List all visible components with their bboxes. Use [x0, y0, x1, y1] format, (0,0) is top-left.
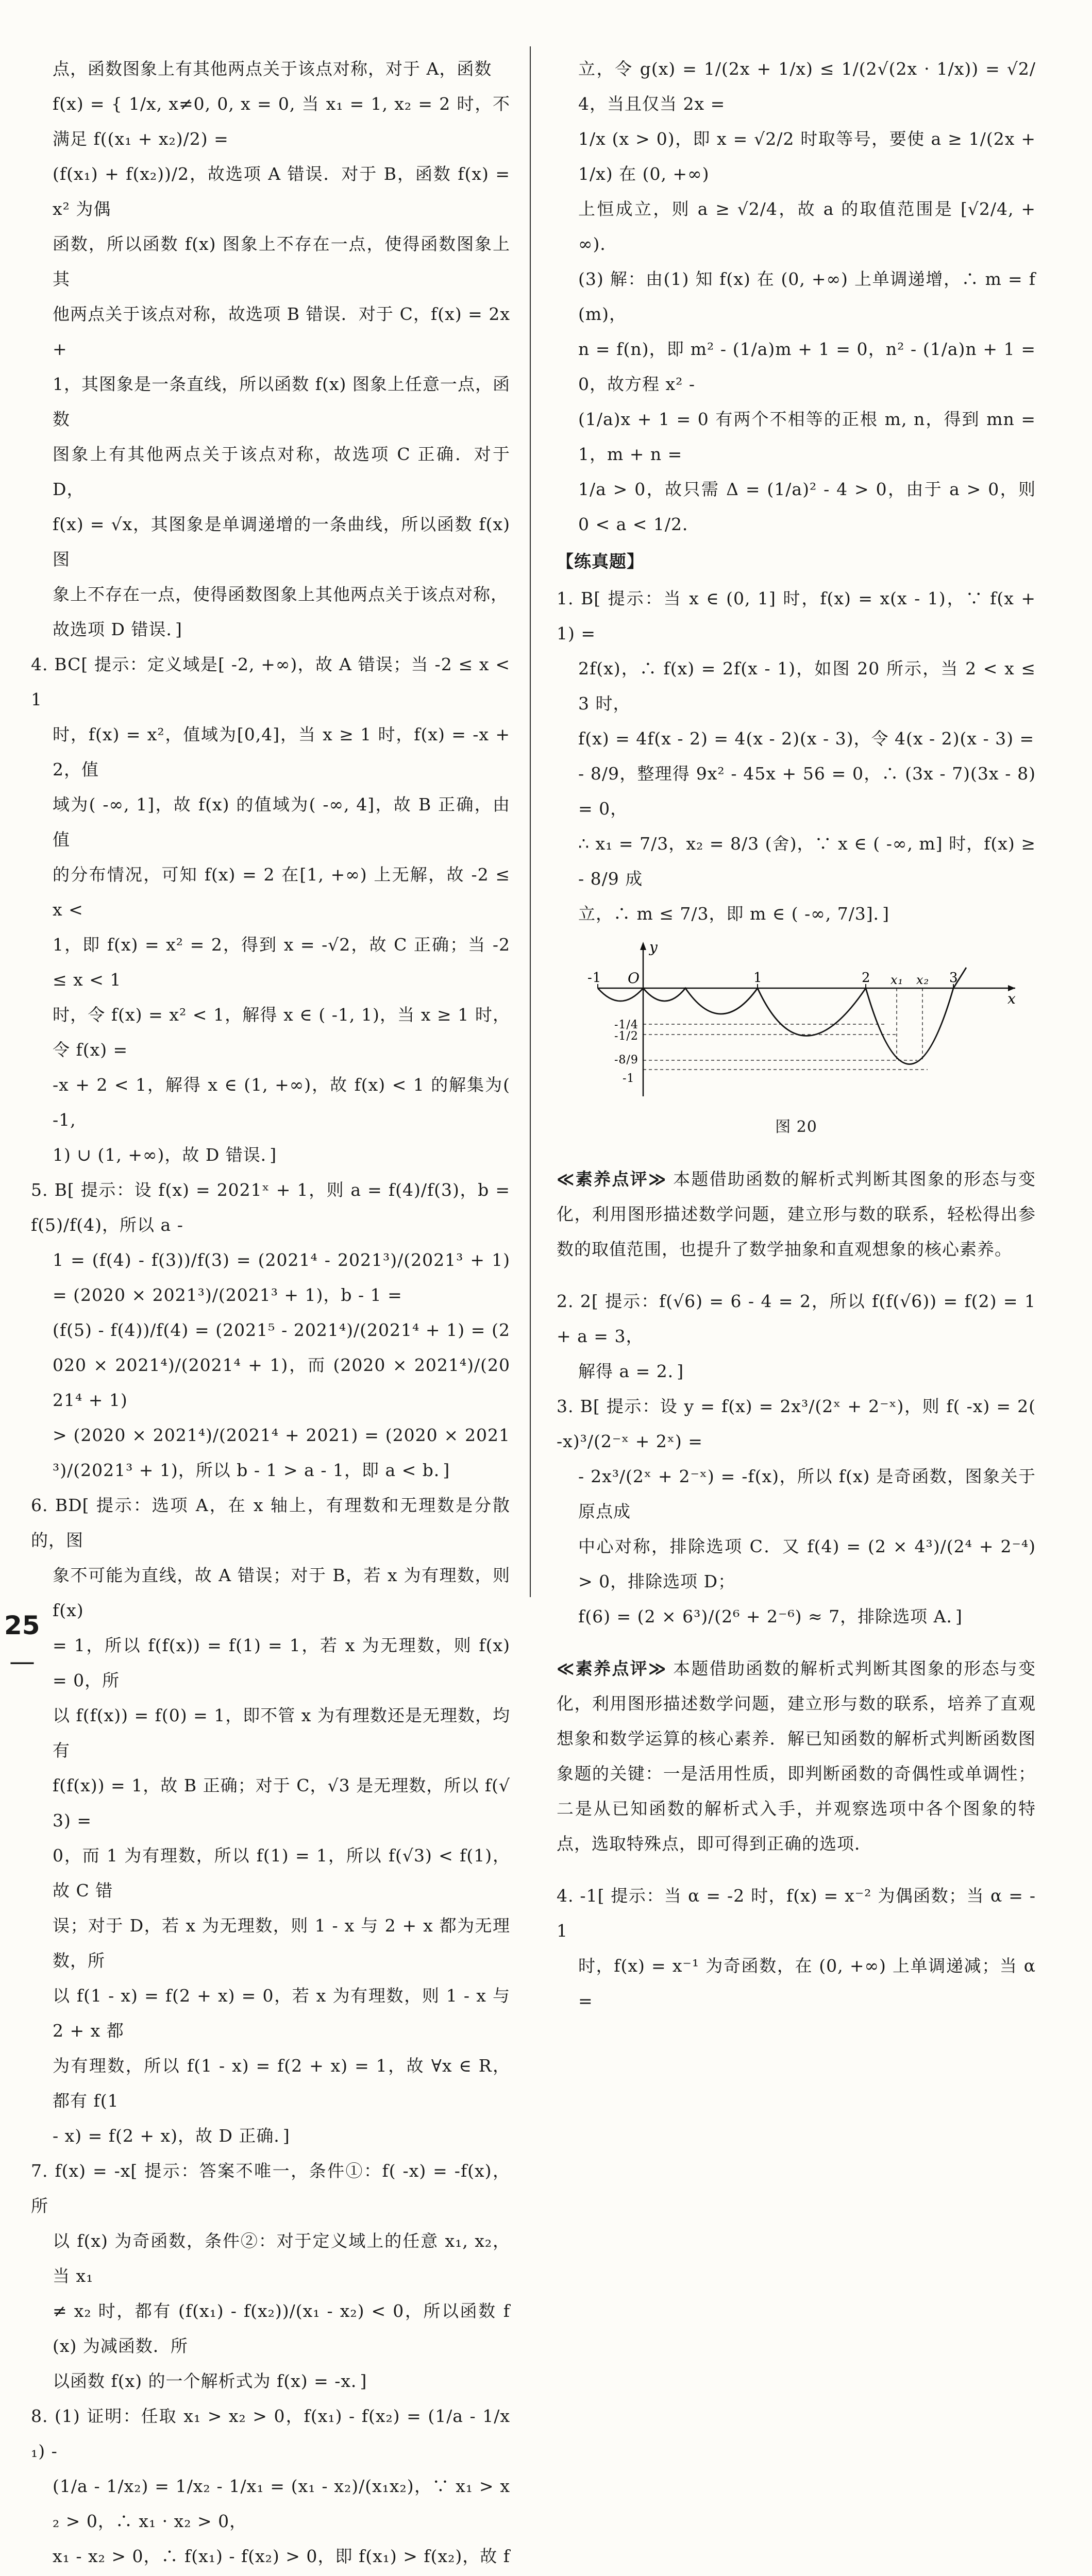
text-line: 4. -1[ 提示：当 α = -2 时，f(x) = x⁻² 为偶函数；当 α = -1: [557, 1886, 1036, 1941]
left-column: [31, 52, 510, 2576]
text-line: 7. f(x) = -x[ 提示：答案不唯一，条件①：f( -x) = -f(x)，所: [31, 2161, 510, 2216]
x-tick-label: -1: [587, 970, 602, 986]
text-line: 时，f(x) = x²，值域为[0,4]，当 x ≥ 1 时，f(x) = -x + 2，值: [53, 724, 510, 779]
answer-item-4: [31, 647, 510, 1173]
text-line: 4. BC[ 提示：定义域是[ -2, +∞)，故 A 错误；当 -2 ≤ x < 1: [31, 654, 510, 709]
text-line: 3. B[ 提示：设 y = f(x) = 2x³/(2ˣ + 2⁻ˣ)，则 f( -x) = 2( -x)³/(2⁻ˣ + 2ˣ) =: [557, 1396, 1036, 1451]
text-line: 2f(x)，∴ f(x) = 2f(x - 1)，如图 20 所示，当 2 < x ≤ 3 时，: [578, 658, 1036, 714]
text-line: - 8/9，整理得 9x² - 45x + 56 = 0，∴ (3x - 7)(3x - 8) = 0，: [578, 764, 1036, 819]
text-line: 的分布情况，可知 f(x) = 2 在[1, +∞) 上无解，故 -2 ≤ x <: [53, 865, 510, 920]
text-line: 1/a > 0，故只需 Δ = (1/a)² - 4 > 0，由于 a > 0，则 0 < a < 1/2．: [578, 479, 1036, 534]
text-line: - x) = f(2 + x)，故 D 正确．]: [53, 2126, 290, 2146]
text-line: 5. B[ 提示：设 f(x) = 2021ˣ + 1，则 a = f(4)/f(3)，b = f(5)/f(4)，所以 a -: [31, 1180, 510, 1235]
figure-20: [587, 937, 1020, 1107]
text-line: 时，f(x) = x⁻¹ 为奇函数，在 (0, +∞) 上单调递减；当 α =: [578, 1956, 1036, 2011]
answer-item-7: [31, 2154, 510, 2399]
review-text: 本题借助函数的解析式判断其图象的形态与变化，利用图形描述数学问题，建立形与数的联系，轻松得出参数的取值范围，也提升了数学抽象和直观想象的核心素养。: [557, 1169, 1036, 1259]
text-line: 解得 a = 2．]: [578, 1361, 684, 1381]
text-line: x₁ - x₂ > 0，∴ f(x₁) - f(x₂) > 0，即 f(x₁) > f(x₂)，故 f: [53, 2546, 510, 2566]
x-tick-label: 2: [862, 970, 871, 986]
text-line: 域为( -∞, 1]，故 f(x) 的值域为( -∞, 4]，故 B 正确，由值: [53, 794, 510, 850]
function-graph: [587, 937, 1020, 1107]
y-tick-label: -1/4: [614, 1019, 639, 1031]
right-column: [557, 52, 1036, 2019]
text-line: 函数，所以函数 f(x) 图象上不存在一点，使得函数图象上其: [53, 234, 510, 289]
x-tick-label: x₁: [891, 973, 904, 987]
answer-item-8: [31, 2399, 510, 2576]
text-line: (f(x₁) + f(x₂))/2，故选项 A 错误．对于 B，函数 f(x) = x² 为偶: [53, 164, 510, 219]
text-line: 象不可能为直线，故 A 错误；对于 B，若 x 为有理数，则 f(x): [53, 1565, 510, 1620]
practice-item-2: [557, 1284, 1036, 1389]
text-line: f(x) = √x，其图象是单调递增的一条曲线，所以函数 f(x) 图: [53, 514, 510, 569]
text-line: (3) 解：由(1) 知 f(x) 在 (0, +∞) 上单调递增，∴ m = f(m)，: [578, 269, 1036, 324]
text-line: 为有理数，所以 f(1 - x) = f(2 + x) = 1，故 ∀x ∈ R，都有 f(1: [53, 2056, 510, 2111]
text-line: (1/a - 1/x₂) = 1/x₂ - 1/x₁ = (x₁ - x₂)/(x₁x₂)，∵ x₁ > x₂ > 0，∴ x₁ · x₂ > 0，: [53, 2476, 510, 2531]
x-axis-label: x: [1007, 990, 1016, 1007]
text-line: ≠ x₂ 时，都有 (f(x₁) - f(x₂))/(x₁ - x₂) < 0，所以函数 f(x) 为减函数．所: [53, 2301, 510, 2356]
text-line: 时，令 f(x) = x² < 1，解得 x ∈ ( -1, 1)，当 x ≥ 1 时，令 f(x) =: [53, 1005, 510, 1060]
text-line: 0，而 1 为有理数，所以 f(1) = 1，所以 f(√3) < f(1)，故 C 错: [53, 1845, 510, 1901]
review-label: ≪素养点评≫: [557, 1658, 667, 1679]
x-tick-label: 3: [949, 970, 959, 986]
text-line: (1/a)x + 1 = 0 有两个不相等的正根 m, n，得到 mn = 1，m + n =: [578, 409, 1036, 464]
x-tick-label: x₂: [916, 973, 930, 987]
text-line: 立，令 g(x) = 1/(2x + 1/x) ≤ 1/(2√(2x · 1/x)) = √2/4，当且仅当 2x =: [578, 59, 1036, 114]
text-line: f(x) = { 1/x, x≠0, 0, x = 0, 当 x₁ = 1, x₂ = 2 时，不满足 f((x₁ + x₂)/2) =: [53, 94, 510, 149]
text-line: 以函数 f(x) 的一个解析式为 f(x) = -x．]: [53, 2371, 367, 2391]
page-number-value: 25: [4, 1611, 40, 1640]
text-line: > (2020 × 2021⁴)/(2021⁴ + 2021) = (2020 × 2021³)/(2021³ + 1)，所以 b - 1 > a - 1，即 a < b．]: [53, 1425, 510, 1480]
text-line: 1) ∪ (1, +∞)，故 D 错误．]: [53, 1145, 277, 1165]
answer-item-5: [31, 1173, 510, 1488]
column-divider: [530, 46, 531, 1597]
practice-item-1: [557, 581, 1036, 931]
text-line: 1 = (f(4) - f(3))/f(3) = (2021⁴ - 2021³)/(2021³ + 1) = (2020 × 2021³)/(2021³ + 1)，b - 1 =: [53, 1250, 510, 1305]
answer-item-6: [31, 1488, 510, 2154]
text-line: f(x) = 4f(x - 2) = 4(x - 2)(x - 3)，令 4(x - 2)(x - 3) =: [578, 728, 1035, 749]
text-line: 点，函数图象上有其他两点关于该点对称，对于 A，函数: [53, 59, 492, 79]
y-axis-label: y: [649, 939, 658, 956]
review-text: 本题借助函数的解析式判断其图象的形态与变化，利用图形描述数学问题，建立形与数的联系，培养了直观想象和数学运算的核心素养．解已知函数的解析式判断函数图象题的关键：一是活用性质，即判断函数的奇偶性或单调性；二是从已知函数的解析式入手，并观察选项中各个图象的特点，选取特殊点，即可得到正确的选项．: [557, 1658, 1036, 1854]
item8-continuation: [557, 52, 1036, 542]
text-line: (f(5) - f(4))/f(4) = (2021⁵ - 2021⁴)/(2021⁴ + 1) = (2020 × 2021⁴)/(2021⁴ + 1)，而 (2020 × 2021⁴)/(2021⁴ + 1): [53, 1320, 510, 1410]
text-line: 故选项 D 错误．]: [53, 619, 182, 639]
text-line: 2. 2[ 提示：f(√6) = 6 - 4 = 2，所以 f(f(√6)) = f(2) = 1 + a = 3，: [557, 1291, 1036, 1346]
text-line: = 1，所以 f(f(x)) = f(1) = 1，若 x 为无理数，则 f(x) = 0，所: [53, 1635, 510, 1690]
section-title-practice: 【练真题】: [557, 551, 644, 571]
text-line: n = f(n)，即 m² - (1/a)m + 1 = 0，n² - (1/a)n + 1 = 0，故方程 x² -: [578, 339, 1036, 394]
text-line: ∴ x₁ = 7/3，x₂ = 8/3 (舍)，∵ x ∈ ( -∞, m] 时，f(x) ≥ - 8/9 成: [578, 834, 1036, 889]
text-line: 1/x (x > 0)，即 x = √2/2 时取等号，要使 a ≥ 1/(2x + 1/x) 在 (0, +∞): [578, 129, 1036, 184]
text-line: -x + 2 < 1，解得 x ∈ (1, +∞)，故 f(x) < 1 的解集为( -1,: [53, 1075, 510, 1130]
text-line: 以 f(x) 为奇函数，条件②：对于定义域上的任意 x₁, x₂，当 x₁: [53, 2231, 510, 2286]
review-1: [557, 1162, 1036, 1267]
review-2: [557, 1651, 1036, 1861]
x-tick-label: 1: [753, 970, 763, 986]
text-line: 1. B[ 提示：当 x ∈ (0, 1] 时，f(x) = x(x - 1)，∵ f(x + 1) =: [557, 588, 1036, 643]
y-tick-label: -1/2: [614, 1030, 639, 1043]
text-line: 上恒成立，则 a ≥ √2/4，故 a 的取值范围是 [√2/4, +∞)．: [578, 199, 1036, 254]
practice-item-4: [557, 1878, 1036, 2019]
text-line: 象上不存在一点，使得函数图象上其他两点关于该点对称，: [53, 584, 508, 604]
text-line: 1，即 f(x) = x² = 2，得到 x = -√2，故 C 正确；当 -2 ≤ x < 1: [53, 935, 510, 990]
text-line: 1，其图象是一条直线，所以函数 f(x) 图象上任意一点，函数: [53, 374, 510, 429]
y-axis-arrow: [640, 942, 646, 950]
prev-item-continuation: [31, 52, 510, 647]
text-line: 以 f(1 - x) = f(2 + x) = 0，若 x 为有理数，则 1 - x 与 2 + x 都: [53, 1986, 510, 2041]
review-label: ≪素养点评≫: [557, 1169, 667, 1189]
function-curve: [598, 968, 966, 1064]
y-tick-label: -8/9: [614, 1054, 639, 1066]
text-line: 图象上有其他两点关于该点对称，故选项 C 正确．对于 D，: [53, 444, 510, 499]
page-number: [0, 1607, 66, 1676]
practice-item-3: [557, 1389, 1036, 1634]
text-line: 以 f(f(x)) = f(0) = 1，即不管 x 为有理数还是无理数，均有: [53, 1705, 510, 1760]
origin-label: O: [628, 970, 640, 987]
text-line: - 2x³/(2ˣ + 2⁻ˣ) = -f(x)，所以 f(x) 是奇函数，图象关于原点成: [578, 1466, 1036, 1521]
figure-caption: 图 20: [775, 1118, 817, 1136]
text-line: f(f(x)) = 1，故 B 正确；对于 C，√3 是无理数，所以 f(√3) =: [53, 1775, 510, 1831]
text-line: f(6) = (2 × 6³)/(2⁶ + 2⁻⁶) ≈ 7，排除选项 A．]: [578, 1606, 963, 1626]
page-number-dash: —: [9, 1647, 35, 1676]
text-line: 立，∴ m ≤ 7/3，即 m ∈ ( -∞, 7/3]．]: [578, 904, 890, 924]
y-tick-label: -1: [623, 1072, 635, 1085]
text-line: 中心对称，排除选项 C．又 f(4) = (2 × 4³)/(2⁴ + 2⁻⁴) > 0，排除选项 D；: [578, 1536, 1036, 1591]
text-line: 他两点关于该点对称，故选项 B 错误．对于 C，f(x) = 2x +: [53, 304, 510, 359]
text-line: 误；对于 D，若 x 为无理数，则 1 - x 与 2 + x 都为无理数，所: [53, 1916, 510, 1971]
text-line: 6. BD[ 提示：选项 A，在 x 轴上，有理数和无理数是分散的，图: [31, 1495, 510, 1550]
text-line: 8. (1) 证明：任取 x₁ > x₂ > 0，f(x₁) - f(x₂) = (1/a - 1/x₁) -: [31, 2406, 510, 2461]
